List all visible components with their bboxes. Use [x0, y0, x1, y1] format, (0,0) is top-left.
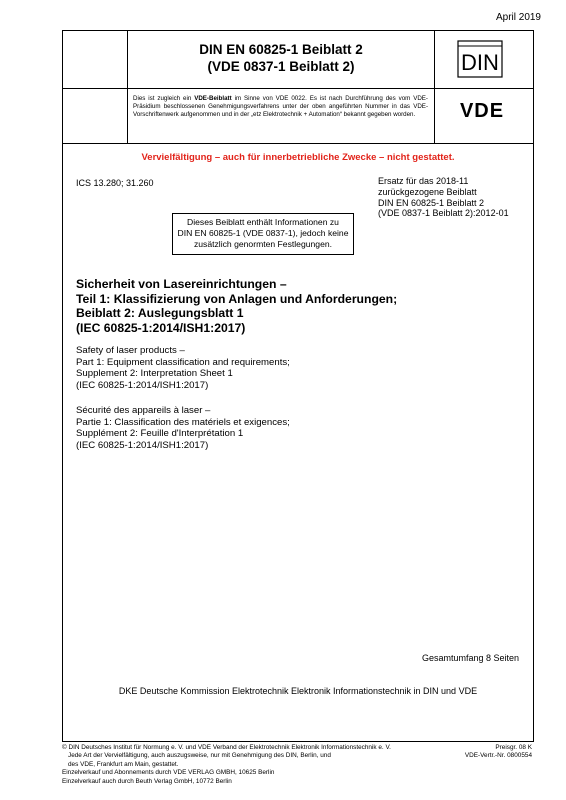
- header-bottom-divider: [62, 143, 534, 144]
- din-logo-text: DIN: [461, 50, 499, 75]
- title-line: Safety of laser products –: [76, 345, 185, 356]
- info-line: DIN EN 60825-1 (VDE 0837-1), jedoch keine: [177, 228, 349, 238]
- title-line: Partie 1: Classification des matériels et exigences;: [76, 416, 290, 428]
- title-line: Teil 1: Klassifizierung von Anlagen und Anforderungen;: [76, 291, 398, 306]
- replacement-line: (VDE 0837-1 Beiblatt 2):2012-01: [378, 208, 509, 219]
- replacement-note: [378, 176, 509, 219]
- total-pages: Gesamtumfang 8 Seiten: [421, 653, 519, 663]
- intro-suffix: im Sinne von VDE 0022. Es ist nach Durchführung des vom VDE-Präsidium beschlossenen Genehmigungsverfahrens unter der oben angeführten Nummer in das VDE-Vorschriftenwerk aufgenommen und in der „etz Elektrotechnik + Automation“ bekannt gegeben worden.: [133, 95, 428, 119]
- copyright-line: des VDE, Frankfurt am Main, gestattet.: [68, 760, 179, 768]
- vde-number: (VDE 0837-1 Beiblatt 2): [207, 59, 355, 74]
- din-logo-icon: [457, 40, 503, 78]
- german-title: [76, 277, 397, 335]
- replacement-line: zurückgezogene Beiblatt: [378, 186, 477, 197]
- copyright-line: © DIN Deutsches Institut für Normung e. V. und VDE Verband der Elektrotechnik Elektronik Informationstechnik e. V.: [62, 744, 391, 751]
- title-line: Sécurité des appareils à laser –: [76, 405, 211, 416]
- ics-code: ICS 13.280; 31.260: [76, 178, 154, 188]
- info-box: [172, 213, 354, 255]
- standard-number: DIN EN 60825-1 Beiblatt 2: [199, 42, 363, 57]
- header-divider: [62, 88, 534, 89]
- title-line: (IEC 60825-1:2014/ISH1:2017): [76, 379, 209, 391]
- title-line: Beiblatt 2: Auslegungsblatt 1: [76, 306, 244, 320]
- title-line: Part 1: Equipment classification and requirements;: [76, 356, 290, 368]
- french-title: [76, 405, 290, 451]
- info-line: Dieses Beiblatt enthält Informationen zu: [187, 217, 339, 227]
- title-line: (IEC 60825-1:2014/ISH1:2017): [76, 320, 246, 335]
- intro-bold: VDE-Beiblatt: [194, 95, 232, 102]
- title-line: Sicherheit von Lasereinrichtungen –: [76, 277, 287, 291]
- publication-date: April 2019: [495, 12, 541, 23]
- dke-line: DKE Deutsche Kommission Elektrotechnik Elektronik Informationstechnik in DIN und VDE: [118, 686, 478, 696]
- vde-order-number: VDE-Vertr.-Nr. 0800554: [464, 752, 532, 760]
- header-right-divider: [434, 30, 435, 143]
- copyright-line: Jede Art der Vervielfältigung, auch auszugsweise, nur mit Genehmigung des DIN, Berlin, und: [68, 752, 331, 760]
- title-line: Supplement 2: Interpretation Sheet 1: [76, 368, 233, 380]
- price-info: [465, 744, 532, 761]
- replacement-line: Ersatz für das 2018-11: [378, 176, 469, 186]
- copyright-notice: [62, 744, 452, 786]
- copyright-line: Einzelverkauf auch durch Beuth Verlag GmbH, 10772 Berlin: [62, 777, 232, 785]
- vde-intro-text: [133, 95, 428, 120]
- info-line: zusätzlich genormten Festlegungen.: [193, 239, 333, 249]
- vde-logo-icon: VDE: [459, 100, 505, 122]
- price-group: Preisgr. 08 K: [495, 744, 532, 751]
- copyright-line: Einzelverkauf und Abonnements durch VDE VERLAG GMBH, 10625 Berlin: [62, 769, 275, 777]
- title-line: Supplément 2: Feuille d'Interprétation 1: [76, 428, 244, 440]
- replacement-line: DIN EN 60825-1 Beiblatt 2: [378, 197, 485, 208]
- reproduction-warning: Vervielfältigung – auch für innerbetriebliche Zwecke – nicht gestattet.: [141, 152, 455, 163]
- intro-prefix: Dies ist zugleich ein: [133, 95, 195, 102]
- title-line: (IEC 60825-1:2014/ISH1:2017): [76, 439, 209, 451]
- english-title: [76, 345, 290, 391]
